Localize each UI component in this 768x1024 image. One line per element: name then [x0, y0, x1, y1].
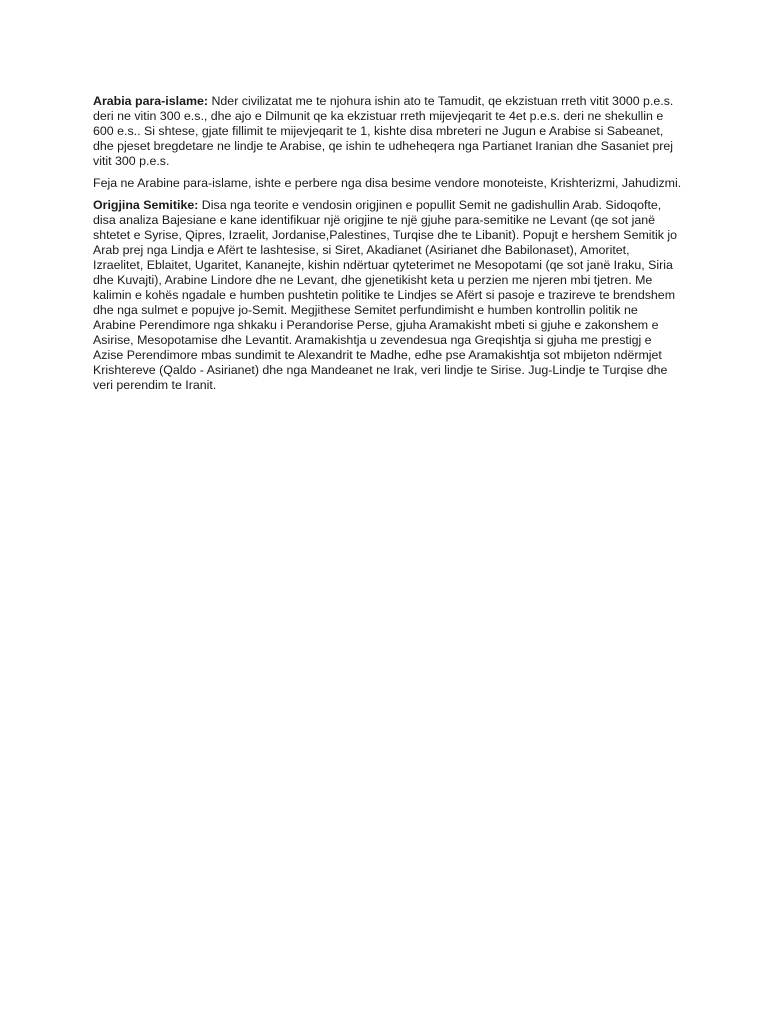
- paragraph-pre-islamic-arabia: [93, 94, 683, 169]
- paragraph-heading: Arabia para-islame:: [93, 94, 209, 108]
- paragraph-religion: [93, 176, 683, 191]
- paragraph-text: Nder civilizatat me te njohura ishin ato te Tamudit, qe ekzistuan rreth vitit 3000 p.e.s. deri ne vitin 300 e.s., dhe ajo e Dilmunit qe ka ekzistuar rreth mijevjeqarit te 4et p.e.s. deri ne shekullin e 600 e.s.. Si shtese, gjate fillimit te mijevjeqarit te 1, kishte disa mbreteri ne Jugun e Arabise si Sabeanet, dhe pjeset bregdetare ne lindje te Arabise, qe ishin te udheheqera nga Partianet Iranian dhe Sasaniet prej vitit 300 p.e.s.: [93, 94, 674, 168]
- paragraph-text: Feja ne Arabine para-islame, ishte e perbere nga disa besime vendore monoteiste, Krishterizmi, Jahudizmi.: [93, 176, 682, 190]
- document-page: [93, 94, 683, 400]
- paragraph-semitic-origin: [93, 198, 683, 393]
- paragraph-heading: Origjina Semitike:: [93, 198, 199, 212]
- paragraph-text: Disa nga teorite e vendosin origjinen e popullit Semit ne gadishullin Arab. Sidoqofte, disa analiza Bajesiane e kane identifikuar një origjine te një gjuhe para-semitike ne Levant (qe sot janë shtetet e Syrise, Qipres, Izraelit, Jordanise,Palestines, Turqise dhe te Libanit). Popujt e hershem Semitik jo Arab prej nga Lindja e Afërt te lashtesise, si Siret, Akadianet (Asirianet dhe Babilonaset), Amoritet, Izraelitet, Eblaitet, Ugaritet, Kananejte, kishin ndërtuar qyteterimet ne Mesopotami (qe sot janë Iraku, Siria dhe Kuvajti), Arabine Lindore dhe ne Levant, dhe gjenetikisht keta u perzien me njeren mbi tjetren. Me kalimin e kohës ngadale e humben pushtetin politike te Lindjes se Afërt si pasoje e trazireve te brendshem dhe nga sulmet e popujve jo-Semit. Megjithese Semitet perfundimisht e humben kontrollin politik ne Arabine Perendimore nga shkaku i Perandorise Perse, gjuha Aramakisht mbeti si gjuhe e zakonshem e Asirise, Mesopotamise dhe Levantit. Aramakishtja u zevendesua nga Greqishtja si gjuha me prestigj e Azise Perendimore mbas sundimit te Alexandrit te Madhe, edhe pse Aramakishtja sot mbijeton ndërmjet Krishtereve (Qaldo - Asirianet) dhe nga Mandeanet ne Irak, veri lindje te Sirise. Jug-Lindje te Turqise dhe veri perendim te Iranit.: [93, 198, 678, 392]
